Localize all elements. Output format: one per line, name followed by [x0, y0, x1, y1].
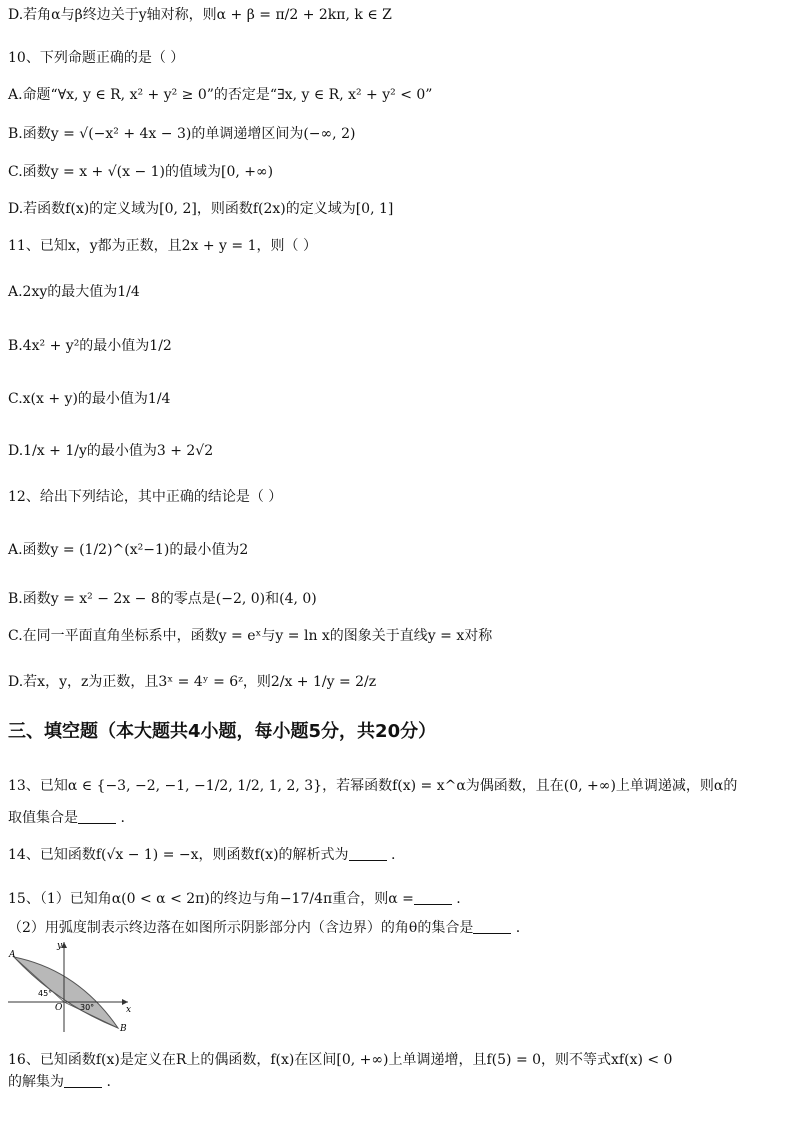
y-axis-label: y — [57, 941, 63, 951]
x-axis-label: x — [126, 1005, 132, 1015]
q11-option-b: B.4x² + y²的最小值为1/2 — [8, 338, 172, 354]
angle-45-label: 45° — [38, 989, 53, 998]
q12-option-a: A.函数y = (1/2)^(x²−1)的最小值为2 — [8, 542, 249, 558]
q12-option-b: B.函数y = x² − 2x − 8的零点是(−2, 0)和(4, 0) — [8, 591, 317, 607]
q13-stem-cont: 取值集合是 . — [8, 810, 125, 826]
q14-stem: 14、已知函数f(√x − 1) = −x，则函数f(x)的解析式为 . — [8, 847, 396, 863]
q11-option-d: D.1/x + 1/y的最小值为3 + 2√2 — [8, 443, 214, 459]
origin-label: O — [55, 1003, 63, 1013]
q13-stem: 13、已知α ∈ {−3, −2, −1, −1/2, 1/2, 1, 2, 3}，若幂函数f(x) = x^α为偶函数，且在(0, +∞)上单调递减，则α的 — [8, 778, 738, 794]
q11-option-a: A.2xy的最大值为1/4 — [8, 284, 140, 300]
q10-option-a: A.命题“∀x, y ∈ R, x² + y² ≥ 0”的否定是“∃x, y ∈ R, x² + y² < 0” — [8, 87, 433, 103]
q16-stem-cont: 的解集为 . — [8, 1074, 111, 1090]
q12-option-c: C.在同一平面直角坐标系中，函数y = eˣ与y = ln x的图象关于直线y = x对称 — [8, 628, 493, 644]
q10-option-b: B.函数y = √(−x² + 4x − 3)的单调递增区间为(−∞, 2) — [8, 126, 356, 142]
q12-stem: 12、给出下列结论，其中正确的结论是（ ） — [8, 489, 283, 505]
point-b-label: B — [120, 1024, 127, 1032]
q12-option-d: D.若x，y，z为正数，且3ˣ = 4ʸ = 6ᶻ，则2/x + 1/y = 2/z — [8, 674, 377, 690]
q10-option-c: C.函数y = x + √(x − 1)的值域为[0, +∞) — [8, 164, 274, 180]
q10-option-d: D.若函数f(x)的定义域为[0, 2]，则函数f(2x)的定义域为[0, 1] — [8, 201, 394, 217]
shaded-region — [14, 957, 118, 1028]
q15-part2: （2）用弧度制表示终边落在如图所示阴影部分内（含边界）的角θ的集合是 . — [8, 920, 521, 936]
q9-option-d: D.若角α与β终边关于y轴对称，则α + β = π/2 + 2kπ, k ∈ Z — [8, 7, 392, 23]
angle-30-label: 30° — [80, 1003, 95, 1012]
point-a-label: A — [9, 950, 16, 960]
q11-option-c: C.x(x + y)的最小值为1/4 — [8, 391, 171, 407]
section-3-heading: 三、填空题（本大题共4小题，每小题5分，共20分） — [8, 721, 437, 742]
angle-region-figure — [8, 940, 133, 1032]
q15-part1: 15、（1）已知角α(0 < α < 2π)的终边与角−17/4π重合，则α = . — [8, 891, 461, 907]
q11-stem: 11、已知x，y都为正数，且2x + y = 1，则（ ） — [8, 238, 317, 254]
q10-stem: 10、下列命题正确的是（ ） — [8, 50, 185, 66]
q16-stem: 16、已知函数f(x)是定义在R上的偶函数，f(x)在区间[0, +∞)上单调递增，且f(5) = 0，则不等式xf(x) < 0 — [8, 1052, 673, 1068]
